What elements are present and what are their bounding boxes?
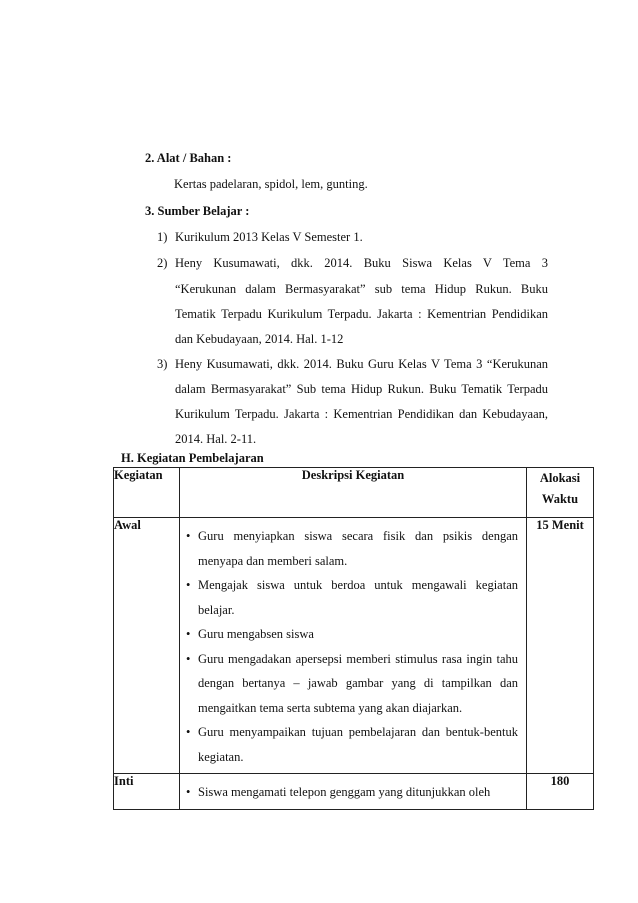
list-item-text: Guru menyampaikan tujuan pembelajaran dan bentuk-bentuk kegiatan. [198, 725, 518, 764]
ref-number: 1) [157, 230, 168, 244]
ref-line: Heny Kusumawati, dkk. 2014. Buku Siswa Kelas V Tema 3 [175, 256, 548, 270]
row-kegiatan: Awal [114, 518, 180, 774]
activities-table [113, 467, 594, 810]
bullet-icon: • [186, 578, 191, 592]
table-row [114, 774, 594, 810]
ref-line: Kurikulum Terpadu. Jakarta : Kementrian Pendidikan dan Kebudayaan, [175, 407, 548, 421]
row-kegiatan: Inti [114, 774, 180, 810]
list-item [184, 524, 518, 573]
header-alokasi-line1: Alokasi [539, 471, 581, 485]
list-item [184, 622, 518, 647]
bullet-icon: • [186, 785, 191, 799]
row-alokasi: 180 [527, 774, 594, 810]
ref-line: Heny Kusumawati, dkk. 2014. Buku Guru Kelas V Tema 3 “Kerukunan [175, 357, 548, 371]
ref-line: dalam Bermasyarakat” Sub tema Hidup Rukun. Buku Tematik Terpadu [175, 382, 548, 396]
list-item-text: Guru mengabsen siswa [198, 627, 314, 641]
list-item [184, 720, 518, 769]
list-item-text: Siswa mengamati telepon genggam yang ditunjukkan oleh [198, 785, 491, 799]
ref-line: Tematik Terpadu Kurikulum Terpadu. Jakarta : Kementrian Pendidikan [175, 307, 548, 321]
ref-line: Kurikulum 2013 Kelas V Semester 1. [175, 230, 363, 244]
list-item [184, 647, 518, 721]
activity-list [180, 518, 526, 773]
table-row [114, 518, 594, 774]
list-item-text: Guru mengadakan apersepsi memberi stimulus rasa ingin tahu dengan bertanya – jawab gambar yang di tampilkan dan mengaitkan tema serta subtema yang akan diajarkan. [198, 651, 518, 715]
list-item-text: Guru menyiapkan siswa secara fisik dan psikis dengan menyapa dan memberi salam. [198, 529, 518, 568]
ref-line: dan Kebudayaan, 2014. Hal. 1-12 [175, 332, 344, 346]
list-item-text: Mengajak siswa untuk berdoa untuk mengawali kegiatan belajar. [198, 578, 518, 617]
bullet-icon: • [186, 529, 191, 543]
activity-list [180, 774, 526, 809]
header-alokasi [527, 468, 594, 518]
sumber-belajar-label: 3. Sumber Belajar : [145, 204, 250, 218]
row-deskripsi [180, 774, 527, 810]
ref-line: “Kerukunan dalam Bermasyarakat” sub tema Hidup Rukun. Buku [175, 282, 548, 296]
bullet-icon: • [186, 627, 191, 641]
ref-line: 2014. Hal. 2-11. [175, 432, 257, 446]
bullet-icon: • [186, 651, 191, 666]
row-alokasi: 15 Menit [527, 518, 594, 774]
ref-number: 3) [157, 357, 168, 371]
header-deskripsi: Deskripsi Kegiatan [180, 468, 527, 518]
header-kegiatan: Kegiatan [114, 468, 180, 518]
table-header-row [114, 468, 594, 518]
list-item [184, 573, 518, 622]
header-alokasi-line2: Waktu [541, 492, 579, 506]
section-heading: H. Kegiatan Pembelajaran [121, 451, 264, 465]
alat-bahan-text: Kertas padelaran, spidol, lem, gunting. [174, 177, 368, 191]
bullet-icon: • [186, 725, 191, 739]
list-item [184, 780, 518, 805]
row-deskripsi [180, 518, 527, 774]
ref-number: 2) [157, 256, 168, 270]
alat-bahan-label: 2. Alat / Bahan : [145, 151, 232, 165]
